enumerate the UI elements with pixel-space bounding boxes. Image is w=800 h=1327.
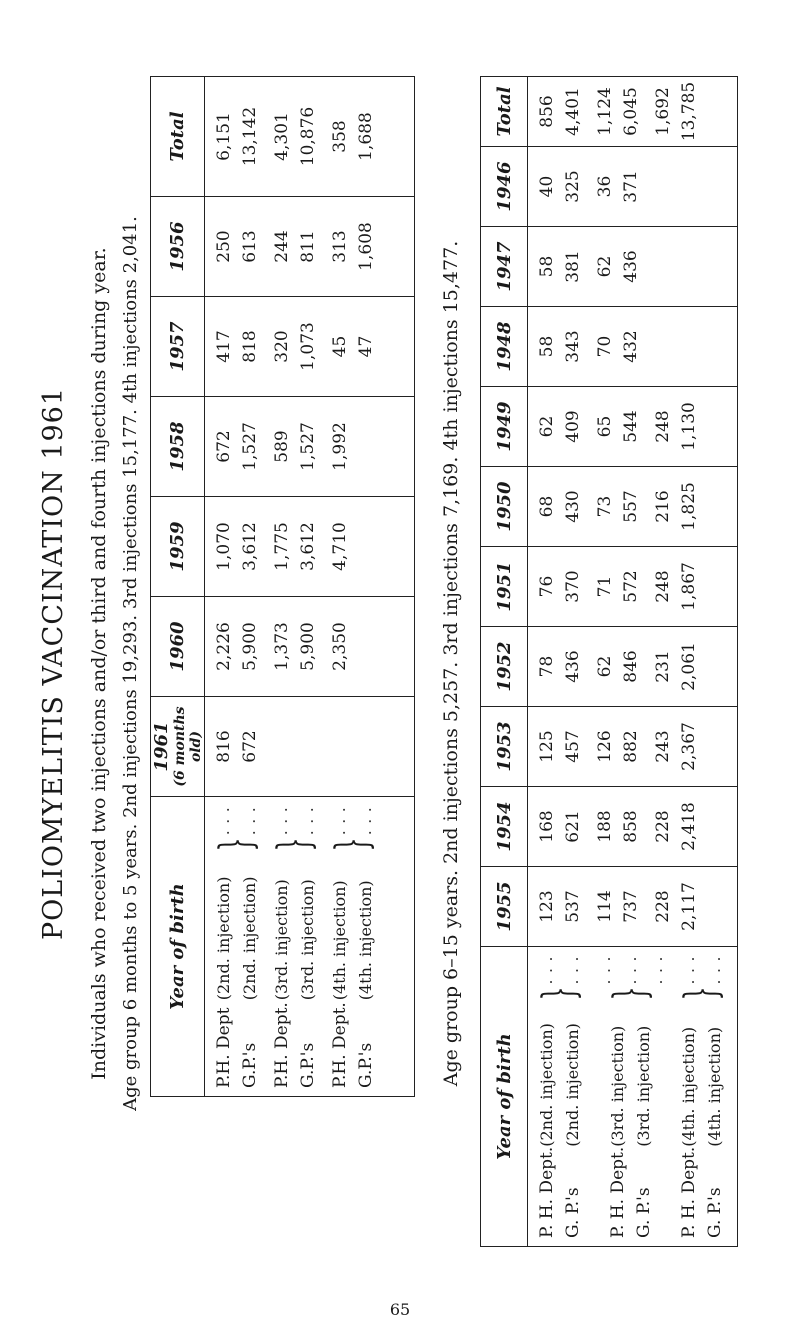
under5-label-group-2nd [211,797,263,1088]
value-cell: 123 [537,890,557,923]
total-cell: 6,151 [214,112,234,161]
total-cell: 1,688 [356,112,376,161]
age6-15-col-1952: 1952 [481,627,528,707]
age6-15-col-1949: 1949 [481,387,528,467]
total-cell: 6,045 [621,87,641,136]
value-cell: 613 [240,230,260,263]
value-cell: 5,900 [240,622,260,671]
value-cell: 2,418 [679,802,699,851]
total-cell: 13,785 [679,81,699,142]
under5-col-values [205,497,415,597]
value-cell: 381 [563,250,583,283]
value-cell [269,697,295,796]
value-cell [353,597,379,696]
age6-15-col-1951: 1951 [481,547,528,627]
value-cell: 436 [621,250,641,283]
label-injection: (3rd. injection) [608,1025,627,1147]
age6-15-col-values [528,227,738,307]
value-cell: 114 [595,890,615,923]
value-cell: 168 [537,810,557,843]
value-cell: 58 [537,255,557,278]
value-cell: 409 [563,410,583,443]
total-cell: 358 [330,120,350,153]
age6-15-label-group-3rd [592,947,670,1238]
page-number: 65 [389,1300,411,1319]
value-cell: 672 [240,730,260,763]
label-gps: G.P.'s [298,1042,318,1088]
label-injection: (2nd. injection) [563,1023,582,1147]
value-cell: 370 [563,570,583,603]
value-cell [676,227,702,306]
total-cell: 4,401 [563,87,583,136]
value-cell: 58 [537,335,557,358]
value-cell: 572 [621,570,641,603]
under5-table [150,76,415,1097]
under5-col-1957: 1957 [151,297,205,397]
value-cell: 1,825 [679,482,699,531]
value-cell: 40 [537,175,557,198]
label-injection: (3rd. injection) [298,879,317,1001]
leader-dots: . . . [538,955,556,985]
value-cell: 1,775 [272,522,292,571]
leader-dots: . . . [622,955,640,985]
label-injection: (4th. injection) [356,880,375,1001]
label-gps: G.P.'s [240,1042,260,1088]
age6-15-col-values [528,387,738,467]
value-cell: 1,073 [298,322,318,371]
value-cell: 313 [330,230,350,263]
value-cell: 68 [537,495,557,518]
age6-15-label-group-2nd [534,947,586,1238]
leader-dots: . . . [596,955,614,985]
value-cell [353,697,379,796]
under5-caption: Age group 6 months to 5 years. 2nd injections 19,293. 3rd injections 15,177. 4th injections 2,041. [120,216,141,1111]
value-cell [353,497,379,596]
under5-col-values [205,297,415,397]
label-gps: G.P.'s [356,1042,376,1088]
label-gps: G. P.'s [634,1187,654,1238]
value-cell: 4,710 [330,522,350,571]
value-cell: 62 [595,655,615,678]
value-cell: 188 [595,810,615,843]
value-cell: 1,867 [679,562,699,611]
value-cell: 1,608 [356,222,376,271]
label-phdept: P.H. Dept [214,1007,234,1088]
leader-dots: . . . [299,806,317,836]
value-cell: 2,226 [214,622,234,671]
value-cell: 621 [563,810,583,843]
page-title: POLIOMYELITIS VACCINATION 1961 [38,386,69,941]
under5-label-group-3rd [269,797,321,1088]
age6-15-total-values [528,77,738,147]
value-cell: 589 [272,430,292,463]
value-cell: 243 [653,730,673,763]
brace-icon: } [605,986,656,1001]
value-cell: 47 [356,335,376,358]
value-cell: 432 [621,330,641,363]
value-cell: 1,070 [214,522,234,571]
value-cell: 430 [563,490,583,523]
age6-15-table [480,76,738,1247]
value-cell: 544 [621,410,641,443]
value-cell: 248 [653,410,673,443]
total-cell: 1,692 [653,87,673,136]
age6-15-caption: Age group 6–15 years. 2nd injections 5,257. 3rd injections 7,169. 4th injections 15,477. [440,240,462,1087]
page-subtitle: Individuals who received two injections and/or third and fourth injections during year. [88,247,110,1080]
value-cell: 818 [240,330,260,363]
age6-15-col-values [528,147,738,227]
label-injection: (4th. injection) [705,1026,724,1147]
value-cell: 858 [621,810,641,843]
value-cell: 250 [214,230,234,263]
under5-col-values [205,697,415,797]
under5-labels [205,797,415,1097]
under5-col-values [205,197,415,297]
leader-dots: . . . [241,806,259,836]
value-cell: 672 [214,430,234,463]
label-injection: (2nd. injection) [537,1023,556,1147]
value-cell: 1,373 [272,622,292,671]
value-cell: 71 [595,575,615,598]
age6-15-col-values [528,787,738,867]
value-cell: 2,061 [679,642,699,691]
value-cell: 457 [563,730,583,763]
total-cell: 1,124 [595,87,615,136]
total-cell: 13,142 [240,106,260,167]
age6-15-body-row [528,77,738,1247]
brace-icon: } [211,837,262,852]
value-cell: 811 [298,230,318,263]
value-cell: 3,612 [240,522,260,571]
age6-15-year-of-birth-header: Year of birth [481,947,528,1247]
value-cell: 5,900 [298,622,318,671]
value-cell: 231 [653,650,673,683]
value-cell [676,307,702,386]
label-phdept: P. H. Dept. [537,1146,557,1238]
age6-15-col-1947: 1947 [481,227,528,307]
value-cell: 126 [595,730,615,763]
value-cell: 343 [563,330,583,363]
brace-icon: } [676,986,727,1001]
under5-label-group-4th [327,797,379,1088]
value-cell: 125 [537,730,557,763]
leader-dots: . . . [273,806,291,836]
under5-col-1961-label: 1961 [151,721,172,772]
value-cell: 244 [272,230,292,263]
value-cell: 816 [214,730,234,763]
value-cell: 248 [653,570,673,603]
age6-15-col-values [528,627,738,707]
value-cell: 228 [653,890,673,923]
under5-header-row [151,77,205,1097]
label-injection: (3rd. injection) [272,879,291,1001]
value-cell: 2,117 [679,882,699,931]
leader-dots: . . . [215,806,233,836]
value-cell: 320 [272,330,292,363]
label-injection: (4th. injection) [330,880,349,1001]
value-cell: 45 [330,335,350,358]
label-injection: (3rd. injection) [634,1025,653,1147]
value-cell: 882 [621,730,641,763]
label-injection: (2nd. injection) [240,876,259,1001]
age6-15-header-row [481,77,528,1247]
under5-col-values [205,597,415,697]
under5-col-1958: 1958 [151,397,205,497]
brace-icon: } [327,837,378,852]
value-cell: 76 [537,575,557,598]
under5-col-1960: 1960 [151,597,205,697]
age6-15-col-1948: 1948 [481,307,528,387]
age6-15-col-values [528,707,738,787]
label-phdept: P.H. Dept. [330,1002,350,1088]
age6-15-col-1955: 1955 [481,867,528,947]
age6-15-label-group-4th [676,947,728,1238]
value-cell: 216 [653,490,673,523]
under5-col-1961-note: (6 months old) [172,706,204,787]
leader-dots: . . . [648,955,666,985]
brace-icon: } [269,837,320,852]
leader-dots: . . . [680,955,698,985]
value-cell: 3,612 [298,522,318,571]
leader-dots: . . . [357,806,375,836]
total-cell: 856 [537,95,557,128]
under5-col-1961 [151,697,205,797]
brace-icon: } [534,986,585,1001]
value-cell: 62 [595,255,615,278]
value-cell: 73 [595,495,615,518]
value-cell: 537 [563,890,583,923]
age6-15-col-values [528,547,738,627]
value-cell: 1,527 [298,422,318,471]
label-gps: G. P.'s [705,1187,725,1238]
value-cell [650,227,676,306]
value-cell [676,147,702,226]
value-cell: 70 [595,335,615,358]
age6-15-col-1953: 1953 [481,707,528,787]
under5-col-1959: 1959 [151,497,205,597]
under5-total-values [205,77,415,197]
leader-dots: . . . [564,955,582,985]
age6-15-col-1946: 1946 [481,147,528,227]
total-cell: 4,301 [272,112,292,161]
value-cell: 65 [595,415,615,438]
value-cell: 1,527 [240,422,260,471]
value-cell: 325 [563,170,583,203]
total-cell: 10,876 [298,106,318,167]
label-injection: (4th. injection) [679,1026,698,1147]
leader-dots: . . . [331,806,349,836]
value-cell: 2,350 [330,622,350,671]
age6-15-col-total: Total [481,77,528,147]
value-cell: 1,992 [330,422,350,471]
value-cell [353,397,379,496]
value-cell [650,147,676,226]
value-cell [650,307,676,386]
age6-15-col-1954: 1954 [481,787,528,867]
value-cell: 557 [621,490,641,523]
under5-col-1956: 1956 [151,197,205,297]
value-cell: 737 [621,890,641,923]
age6-15-col-1950: 1950 [481,467,528,547]
value-cell: 62 [537,415,557,438]
value-cell: 1,130 [679,402,699,451]
age6-15-labels [528,947,738,1247]
leader-dots: . . . [706,955,724,985]
label-phdept: P.H. Dept. [272,1002,292,1088]
value-cell: 371 [621,170,641,203]
value-cell: 846 [621,650,641,683]
value-cell: 228 [653,810,673,843]
under5-body-row [205,77,415,1097]
under5-col-total: Total [151,77,205,197]
label-gps: G. P.'s [563,1187,583,1238]
label-phdept: P. H. Dept. [608,1146,628,1238]
value-cell: 78 [537,655,557,678]
age6-15-col-values [528,867,738,947]
value-cell [295,697,321,796]
label-phdept: P. H. Dept. [679,1146,699,1238]
under5-year-of-birth-header: Year of birth [151,797,205,1097]
value-cell: 436 [563,650,583,683]
value-cell [327,697,353,796]
label-injection: (2nd. injection) [214,876,233,1001]
value-cell: 417 [214,330,234,363]
age6-15-col-values [528,467,738,547]
age6-15-col-values [528,307,738,387]
value-cell: 2,367 [679,722,699,771]
value-cell: 36 [595,175,615,198]
under5-col-values [205,397,415,497]
